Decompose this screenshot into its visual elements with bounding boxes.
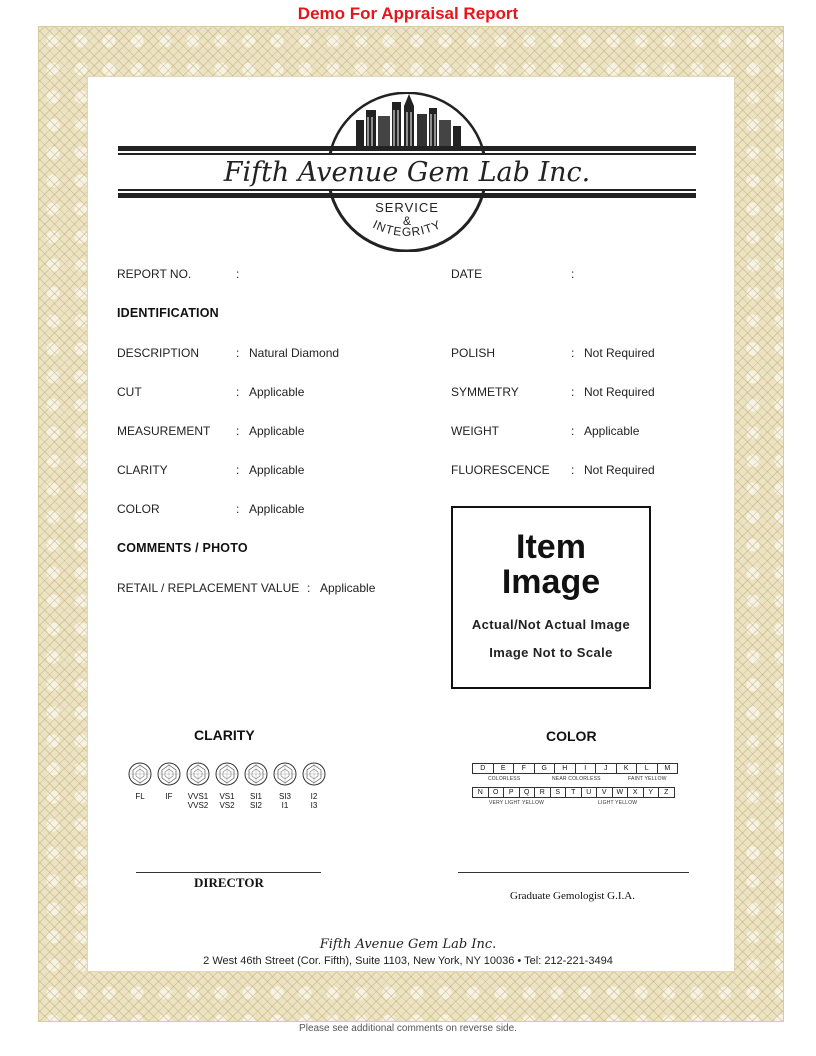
symmetry-value: Not Required xyxy=(584,385,655,399)
color-range-note: COLORLESS xyxy=(488,776,521,782)
color-grade-cell: Q xyxy=(519,787,536,798)
color-grade-cell: G xyxy=(534,763,556,774)
color-chart-heading: COLOR xyxy=(546,728,597,744)
clarity-diamond-icon xyxy=(157,762,181,786)
date-label: DATE xyxy=(451,267,483,281)
color-grade-cell: M xyxy=(657,763,679,774)
polish-value: Not Required xyxy=(584,346,655,360)
clarity-diamond-icon xyxy=(273,762,297,786)
retail-value: Applicable xyxy=(320,581,376,595)
gemologist-signature-line xyxy=(458,872,689,873)
color-grade-cell: H xyxy=(554,763,576,774)
demo-title: Demo For Appraisal Report xyxy=(297,4,519,23)
clarity-grade-bottom: I1 xyxy=(281,801,289,810)
cut-label: CUT xyxy=(117,385,142,399)
item-image-title-2: Image xyxy=(501,563,601,601)
symmetry-colon: : xyxy=(571,385,575,399)
clarity-grade-top: I2 xyxy=(310,792,318,801)
report-no-colon: : xyxy=(236,267,240,281)
clarity-grade-bottom: VS2 xyxy=(219,801,235,810)
clarity-diamond-icon xyxy=(302,762,326,786)
color-range-note: LIGHT YELLOW xyxy=(598,800,638,806)
clarity-diamond-icon xyxy=(186,762,210,786)
clarity-value: Applicable xyxy=(249,463,305,477)
clarity-diamond-icon xyxy=(244,762,268,786)
color-grade-cell: P xyxy=(503,787,520,798)
cut-value: Applicable xyxy=(249,385,305,399)
color-grade-cell: N xyxy=(472,787,489,798)
clarity-label: CLARITY xyxy=(117,463,168,477)
color-grade-cell: U xyxy=(581,787,598,798)
clarity-grade-label xyxy=(127,792,153,801)
clarity-grade-label xyxy=(156,792,182,801)
clarity-grade-top: SI1 xyxy=(249,792,262,801)
footer-company-name: Fifth Avenue Gem Lab Inc. xyxy=(319,937,497,952)
color-grade-cell: F xyxy=(513,763,535,774)
color-grade-cell: K xyxy=(616,763,638,774)
color-grade-cell: V xyxy=(596,787,613,798)
gemologist-label: Graduate Gemologist G.I.A. xyxy=(510,890,635,902)
logo-seal-amp: & xyxy=(402,214,412,228)
color-grade-cell: W xyxy=(612,787,629,798)
color-colon: : xyxy=(236,502,240,516)
date-colon: : xyxy=(571,267,575,281)
cut-colon: : xyxy=(236,385,240,399)
description-colon: : xyxy=(236,346,240,360)
fluorescence-colon: : xyxy=(571,463,575,477)
color-grade-cell: O xyxy=(488,787,505,798)
color-label: COLOR xyxy=(117,502,160,516)
color-value: Applicable xyxy=(249,502,305,516)
retail-value-label: RETAIL / REPLACEMENT VALUE xyxy=(117,581,300,595)
measurement-label: MEASUREMENT xyxy=(117,424,211,438)
measurement-value: Applicable xyxy=(249,424,305,438)
color-grade-cell: L xyxy=(636,763,658,774)
clarity-grade-top: FL xyxy=(135,792,145,801)
clarity-grade-label xyxy=(301,792,327,810)
color-grade-cell: E xyxy=(493,763,515,774)
fluorescence-value: Not Required xyxy=(584,463,655,477)
clarity-diamond-icon xyxy=(215,762,239,786)
color-grade-cell: I xyxy=(575,763,597,774)
item-image-sub-2: Image Not to Scale xyxy=(489,645,613,660)
skyline-icon xyxy=(328,92,488,150)
item-image-title-1: Item xyxy=(516,528,586,566)
color-grade-cell: S xyxy=(550,787,567,798)
color-range-note: VERY LIGHT YELLOW xyxy=(489,800,544,806)
comments-heading: COMMENTS / PHOTO xyxy=(117,541,248,555)
weight-value: Applicable xyxy=(584,424,640,438)
director-label: DIRECTOR xyxy=(194,875,264,890)
symmetry-label: SYMMETRY xyxy=(451,385,519,399)
clarity-grade-top: VVS1 xyxy=(187,792,209,801)
polish-label: POLISH xyxy=(451,346,496,360)
logo-seal-service: SERVICE xyxy=(375,200,439,215)
description-label: DESCRIPTION xyxy=(117,346,200,360)
polish-colon: : xyxy=(571,346,575,360)
clarity-grade-label xyxy=(185,792,211,810)
color-range-note: FAINT YELLOW xyxy=(628,776,667,782)
weight-colon: : xyxy=(571,424,575,438)
director-signature-line xyxy=(136,872,321,873)
report-no-label: REPORT NO. xyxy=(117,267,192,281)
clarity-grade-label xyxy=(243,792,269,810)
reverse-side-note: Please see additional comments on reverse side. xyxy=(299,1023,517,1034)
identification-heading: IDENTIFICATION xyxy=(117,306,219,320)
logo-seal-integrity: INTEGRITY xyxy=(370,217,444,239)
color-grade-cell: J xyxy=(595,763,617,774)
color-grade-cell: R xyxy=(534,787,551,798)
color-grade-cell: Y xyxy=(643,787,660,798)
clarity-grade-label xyxy=(272,792,298,810)
color-grade-cell: Z xyxy=(658,787,675,798)
retail-value-colon: : xyxy=(307,581,311,595)
clarity-colon: : xyxy=(236,463,240,477)
clarity-grade-label xyxy=(214,792,240,810)
measurement-colon: : xyxy=(236,424,240,438)
company-logo xyxy=(118,92,696,252)
footer-address: 2 West 46th Street (Cor. Fifth), Suite 1103, New York, NY 10036 • Tel: 212-221-3494 xyxy=(203,955,613,967)
color-grade-cell: D xyxy=(472,763,494,774)
clarity-grade-bottom: SI2 xyxy=(249,801,262,810)
color-range-note: NEAR COLORLESS xyxy=(552,776,601,782)
clarity-grade-top: SI3 xyxy=(278,792,291,801)
color-grade-cell: T xyxy=(565,787,582,798)
clarity-diamond-icon xyxy=(128,762,152,786)
clarity-chart-heading: CLARITY xyxy=(194,727,255,743)
clarity-grade-top: IF xyxy=(165,792,173,801)
item-image-placeholder xyxy=(451,506,651,689)
clarity-grade-top: VS1 xyxy=(219,792,235,801)
item-image-sub-1: Actual/Not Actual Image xyxy=(471,617,631,632)
clarity-grade-bottom: I3 xyxy=(310,801,318,810)
color-grade-cell: X xyxy=(627,787,644,798)
fluorescence-label: FLUORESCENCE xyxy=(451,463,550,477)
weight-label: WEIGHT xyxy=(451,424,499,438)
description-value: Natural Diamond xyxy=(249,346,340,360)
clarity-grade-bottom: VVS2 xyxy=(187,801,209,810)
logo-company-name: Fifth Avenue Gem Lab Inc. xyxy=(223,157,591,188)
